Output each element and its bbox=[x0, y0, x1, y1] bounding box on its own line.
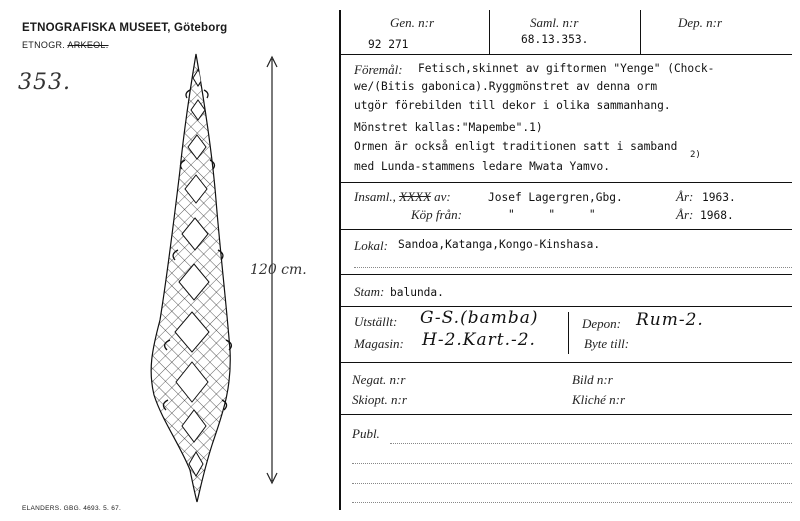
kop-year: 1968. bbox=[700, 209, 734, 222]
insaml-bottom-rule bbox=[340, 229, 792, 230]
publ-dotted-rule-3 bbox=[352, 483, 792, 484]
insaml-year-label: År: bbox=[676, 189, 694, 204]
gen-value: 92 271 bbox=[368, 38, 409, 51]
header-divider-2 bbox=[640, 10, 641, 54]
foremal-line-3: utgör förebilden till dekor i olika sammanhang. bbox=[354, 99, 671, 112]
department-prefix: ETNOGR. bbox=[22, 40, 66, 50]
foremal-line-6: med Lunda-stammens ledare Mwata Yamvo. bbox=[354, 160, 610, 173]
storage-divider bbox=[568, 312, 569, 354]
stam-value: balunda. bbox=[390, 286, 444, 299]
department-struck: ARKEOL. bbox=[67, 40, 109, 50]
negat-label: Negat. n:r bbox=[352, 372, 406, 387]
depon-value: Rum-2. bbox=[636, 310, 704, 330]
publ-dotted-rule-2 bbox=[352, 463, 792, 464]
card-left-border bbox=[339, 10, 341, 510]
skiopt-label: Skiopt. n:r bbox=[352, 392, 407, 407]
fetish-drawing bbox=[140, 50, 260, 505]
publ-dotted-rule-4 bbox=[352, 502, 792, 503]
kliche-label: Kliché n:r bbox=[572, 392, 626, 407]
magasin-label: Magasin: bbox=[354, 336, 404, 351]
foremal-bottom-rule bbox=[340, 182, 792, 183]
header-bottom-rule bbox=[340, 54, 792, 55]
magasin-value: H-2.Kart.-2. bbox=[422, 330, 536, 350]
lokal-label: Lokal: bbox=[354, 238, 388, 253]
foremal-footnote: 2) bbox=[690, 150, 701, 160]
lokal-bottom-rule bbox=[340, 274, 792, 275]
header-divider-1 bbox=[489, 10, 490, 54]
publ-label: Publ. bbox=[352, 426, 380, 441]
measure-note: 120 cm. bbox=[250, 262, 307, 278]
insaml-label-a: Insaml., bbox=[354, 189, 396, 204]
lokal-dotted-rule bbox=[354, 267, 792, 268]
kop-ditto: " " " bbox=[508, 208, 596, 221]
lokal-value: Sandoa,Katanga,Kongo-Kinshasa. bbox=[398, 238, 601, 251]
kop-year-label: År: bbox=[676, 207, 694, 222]
foremal-label: Föremål: bbox=[354, 62, 403, 77]
stam-label: Stam: bbox=[354, 284, 385, 299]
bild-label: Bild n:r bbox=[572, 372, 613, 387]
catalog-mark: 353. bbox=[18, 70, 71, 95]
byte-label: Byte till: bbox=[584, 336, 630, 351]
saml-label: Saml. n:r bbox=[530, 15, 579, 30]
insaml-label-b: av: bbox=[434, 189, 451, 204]
foremal-line-5: Ormen är också enligt traditionen satt i samband bbox=[354, 140, 678, 153]
kop-label: Köp från: bbox=[411, 207, 462, 222]
foremal-line-1: Fetisch,skinnet av giftormen "Yenge" (Chock- bbox=[418, 62, 715, 75]
saml-value: 68.13.353. bbox=[521, 33, 589, 46]
dep-label: Dep. n:r bbox=[678, 15, 723, 30]
insaml-value: Josef Lagergren,Gbg. bbox=[488, 191, 623, 204]
storage-bottom-rule bbox=[340, 362, 792, 363]
publ-dotted-rule-1 bbox=[390, 443, 792, 444]
utstallt-label: Utställt: bbox=[354, 314, 398, 329]
gen-label: Gen. n:r bbox=[390, 15, 435, 30]
insaml-label-struck: XXXX bbox=[399, 189, 431, 204]
foremal-line-4: Mönstret kallas:"Mapembe".1) bbox=[354, 121, 543, 134]
stam-bottom-rule bbox=[340, 306, 792, 307]
refs-bottom-rule bbox=[340, 414, 792, 415]
printer-imprint: ELANDERS. GBG. 4693. 5. 67. bbox=[22, 505, 122, 512]
foremal-line-2: we/(Bitis gabonica).Ryggmönstret av denna orm bbox=[354, 80, 658, 93]
insaml-label bbox=[354, 189, 451, 205]
department-line bbox=[22, 40, 109, 50]
depon-label: Depon: bbox=[582, 316, 621, 331]
insaml-year: 1963. bbox=[702, 191, 736, 204]
museum-name: ETNOGRAFISKA MUSEET, Göteborg bbox=[22, 22, 228, 34]
utstallt-value: G-S.(bamba) bbox=[420, 308, 539, 328]
